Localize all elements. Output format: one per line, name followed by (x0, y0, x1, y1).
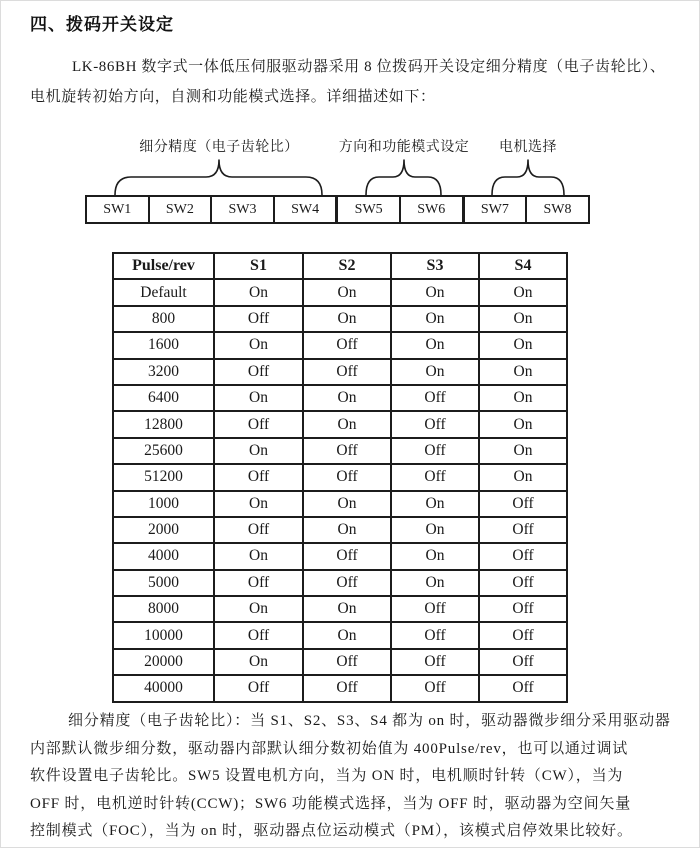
switch-cell: SW7 (480, 202, 509, 217)
table-row (113, 411, 567, 437)
table-cell: Off (391, 464, 479, 490)
table-cell: Off (214, 675, 303, 701)
table-cell: On (214, 491, 303, 517)
table-cell: On (214, 279, 303, 305)
table-cell: 1600 (113, 332, 214, 358)
brace-microstep (115, 160, 322, 195)
table-cell: 25600 (113, 438, 214, 464)
table-row (113, 332, 567, 358)
section-heading: 四、拨码开关设定 (30, 15, 174, 34)
table-cell: Off (479, 491, 567, 517)
header-cell: S3 (391, 253, 479, 279)
switch-cell: SW6 (399, 197, 462, 222)
table-cell: Off (391, 649, 479, 675)
header-cell: S4 (479, 253, 567, 279)
table-cell: 51200 (113, 464, 214, 490)
table-cell: Off (303, 570, 391, 596)
table-cell: On (214, 438, 303, 464)
table-row (113, 464, 567, 490)
table-cell: On (479, 385, 567, 411)
table-cell: On (479, 438, 567, 464)
table-cell: Off (214, 359, 303, 385)
table-cell: 2000 (113, 517, 214, 543)
diagram-label-direction-mode: 方向和功能模式设定 (338, 140, 470, 155)
table-cell: Off (303, 438, 391, 464)
table-cell: 4000 (113, 543, 214, 569)
table-cell: Off (214, 464, 303, 490)
diagram-label-motor-select: 电机选择 (499, 140, 557, 155)
intro-line: 电机旋转初始方向，自测和功能模式选择。详细描述如下： (30, 89, 436, 105)
intro-paragraph (30, 52, 680, 112)
table-cell: 5000 (113, 570, 214, 596)
table-row (113, 675, 567, 701)
table-head (113, 253, 567, 279)
table-cell: On (479, 359, 567, 385)
table-cell: On (303, 622, 391, 648)
table-row (113, 359, 567, 385)
table-cell: On (303, 306, 391, 332)
table-cell: 3200 (113, 359, 214, 385)
switch-group (336, 195, 463, 224)
table-cell: Off (303, 359, 391, 385)
table-row (113, 306, 567, 332)
table-cell: Off (303, 649, 391, 675)
table-header-row (113, 253, 567, 279)
table-cell: Off (214, 622, 303, 648)
switch-cell: SW1 (103, 202, 132, 217)
table-cell: On (391, 279, 479, 305)
table-cell: On (479, 279, 567, 305)
table-cell: Off (303, 332, 391, 358)
table-cell: Off (391, 622, 479, 648)
table-cell: On (214, 385, 303, 411)
table-cell: Off (303, 543, 391, 569)
table-cell: On (214, 332, 303, 358)
table-cell: On (391, 491, 479, 517)
table-cell: On (214, 649, 303, 675)
table-cell: On (479, 306, 567, 332)
table-body (113, 279, 567, 701)
table-cell: Off (479, 543, 567, 569)
table-cell: 12800 (113, 411, 214, 437)
table-row (113, 517, 567, 543)
table-cell: Off (214, 411, 303, 437)
table-cell: On (303, 596, 391, 622)
table-row (113, 279, 567, 305)
table-cell: Off (479, 517, 567, 543)
table-cell: Off (391, 411, 479, 437)
table-cell: 10000 (113, 622, 214, 648)
table-cell: On (214, 543, 303, 569)
table-cell: Off (391, 438, 479, 464)
switch-cell: SW4 (273, 197, 336, 222)
table-cell: 6400 (113, 385, 214, 411)
table-cell: Off (214, 517, 303, 543)
table-cell: On (303, 411, 391, 437)
table-cell: On (391, 306, 479, 332)
table-cell: Off (391, 596, 479, 622)
diagram-label-microstep: 细分精度（电子齿轮比） (139, 140, 299, 155)
table-cell: On (479, 411, 567, 437)
table-cell: Off (391, 675, 479, 701)
table-cell: Off (479, 649, 567, 675)
table-cell: On (391, 359, 479, 385)
switch-group (463, 195, 590, 224)
table-row (113, 491, 567, 517)
table-cell: On (479, 332, 567, 358)
pulse-settings-table (112, 252, 568, 703)
table-cell: 8000 (113, 596, 214, 622)
table-row (113, 622, 567, 648)
table-cell: Off (479, 622, 567, 648)
table-cell: On (391, 332, 479, 358)
header-cell: Pulse/rev (113, 253, 214, 279)
header-cell: S2 (303, 253, 391, 279)
table-cell: Off (391, 385, 479, 411)
table-cell: On (303, 517, 391, 543)
dip-switch-row (85, 195, 590, 224)
table-row (113, 438, 567, 464)
notes-line: 细分精度（电子齿轮比）：当 S1、S2、S3、S4 都为 on 时，驱动器微步细分采用驱动器 (68, 713, 671, 729)
table-cell: Off (479, 596, 567, 622)
notes-line: 软件设置电子齿轮比。SW5 设置电机方向，当为 ON 时，电机顺时针转（CW），当为 (30, 768, 624, 784)
intro-line: LK-86BH 数字式一体低压伺服驱动器采用 8 位拨码开关设定细分精度（电子齿轮比）、 (72, 59, 666, 75)
table-cell: On (391, 517, 479, 543)
table-cell: On (391, 543, 479, 569)
table-cell: 40000 (113, 675, 214, 701)
switch-group (85, 195, 337, 224)
table-row (113, 596, 567, 622)
notes-line: 内部默认微步细分数，驱动器内部默认细分数初始值为 400Pulse/rev，也可以通过调试 (30, 740, 629, 757)
table-cell: 800 (113, 306, 214, 332)
switch-cell: SW2 (148, 197, 211, 222)
table-cell: Off (214, 570, 303, 596)
notes-line: 控制模式（FOC），当为 on 时，驱动器点位运动模式（PM），该模式启停效果比较好。 (30, 823, 633, 839)
table-cell: Off (479, 675, 567, 701)
table-cell: Off (214, 306, 303, 332)
switch-cell: SW8 (525, 197, 588, 222)
brace-motor-select (492, 160, 564, 195)
table-cell: On (303, 385, 391, 411)
table-cell: On (391, 570, 479, 596)
table-cell: Off (479, 570, 567, 596)
table-cell: Off (303, 464, 391, 490)
table-row (113, 543, 567, 569)
brace-direction-mode (366, 160, 441, 195)
table-row (113, 649, 567, 675)
brace-graphics (0, 155, 700, 197)
table-cell: 1000 (113, 491, 214, 517)
switch-cell: SW5 (354, 202, 383, 217)
notes-paragraph (30, 708, 685, 846)
table-cell: On (479, 464, 567, 490)
header-cell: S1 (214, 253, 303, 279)
table-cell: On (214, 596, 303, 622)
table-cell: On (303, 279, 391, 305)
table-row (113, 385, 567, 411)
table-cell: On (303, 491, 391, 517)
switch-cell: SW3 (210, 197, 273, 222)
table-cell: Default (113, 279, 214, 305)
table-row (113, 570, 567, 596)
notes-line: OFF 时，电机逆时针转(CCW)；SW6 功能模式选择，当为 OFF 时，驱动器为空间矢量 (30, 795, 631, 812)
table-cell: 20000 (113, 649, 214, 675)
table-cell: Off (303, 675, 391, 701)
